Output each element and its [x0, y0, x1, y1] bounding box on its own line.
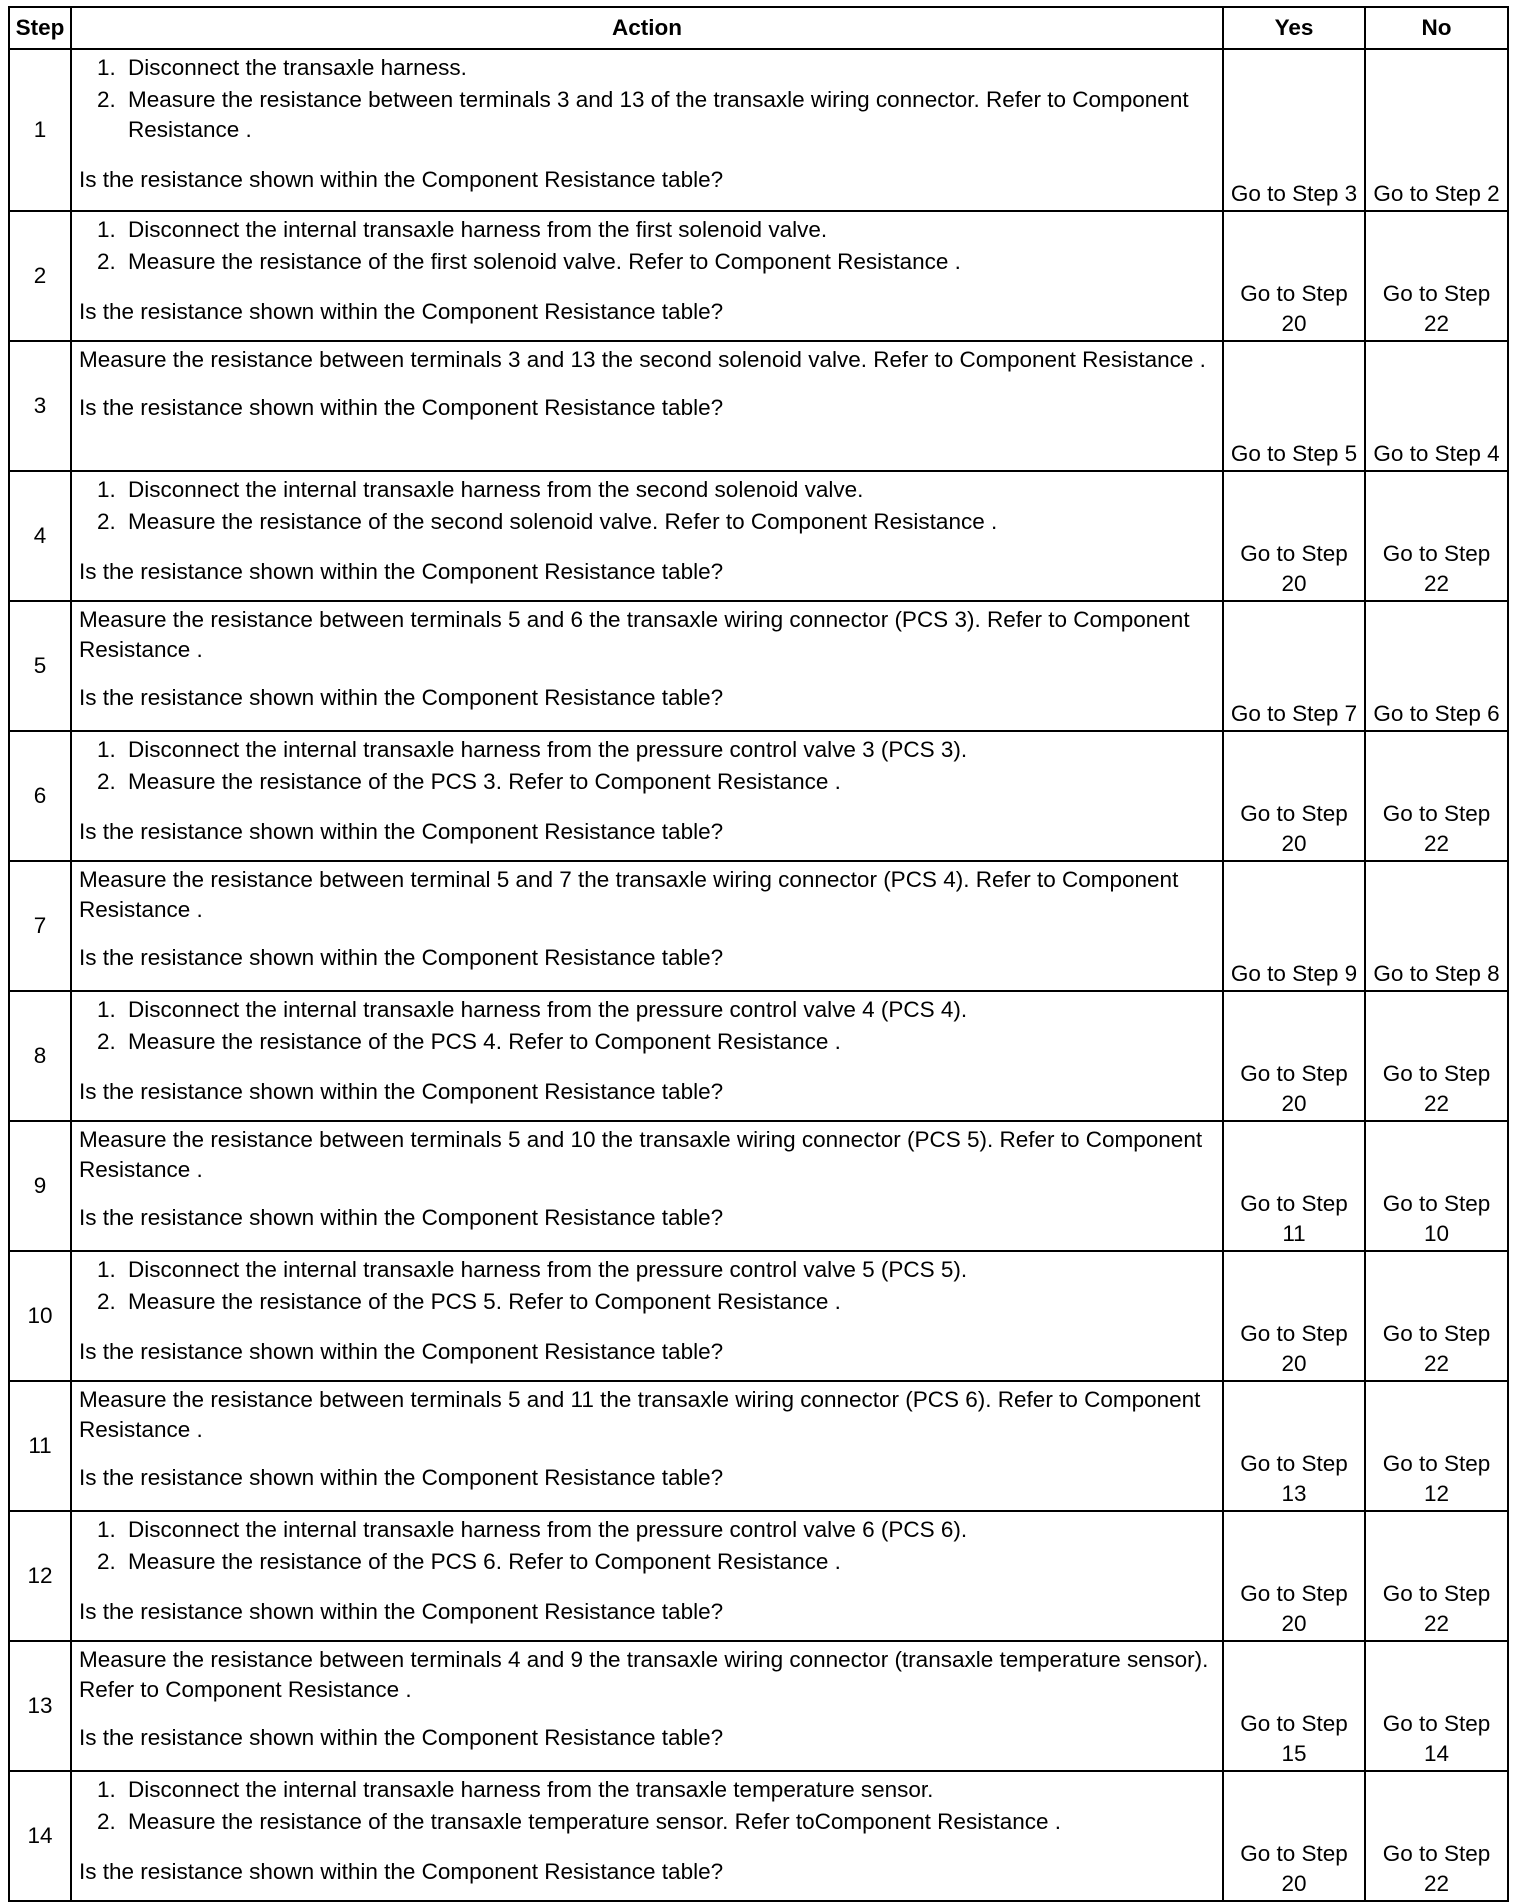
step-number: 14 — [9, 1771, 71, 1901]
step-number: 12 — [9, 1511, 71, 1641]
no-result: Go to Step 22 — [1365, 1251, 1508, 1381]
action-step-item: 1. Disconnect the internal transaxle harness from the pressure control valve 3 (PCS 3). — [122, 735, 1216, 765]
table-row — [9, 1381, 1508, 1511]
table-row — [9, 211, 1508, 341]
action-step-item: 1. Disconnect the internal transaxle harness from the first solenoid valve. — [122, 215, 1216, 245]
table-row — [9, 731, 1508, 861]
diagnostic-steps-body — [9, 49, 1508, 1901]
spacer — [79, 539, 1216, 557]
action-question: Is the resistance shown within the Component Resistance table? — [79, 1859, 724, 1884]
table-row — [9, 601, 1508, 731]
action-step-list — [79, 53, 1216, 145]
no-result: Go to Step 8 — [1365, 861, 1508, 991]
yes-result: Go to Step 20 — [1223, 211, 1365, 341]
action-question: Is the resistance shown within the Component Resistance table? — [79, 167, 724, 192]
step-number: 8 — [9, 991, 71, 1121]
table-row — [9, 1511, 1508, 1641]
action-step-item: 2. Measure the resistance between terminals 3 and 13 of the transaxle wiring connector. Refer to Component Resistance . — [122, 85, 1216, 145]
no-result: Go to Step 2 — [1365, 49, 1508, 211]
yes-result: Go to Step 5 — [1223, 341, 1365, 471]
spacer — [79, 665, 1216, 683]
action-step-item: 1. Disconnect the internal transaxle harness from the pressure control valve 5 (PCS 5). — [122, 1255, 1216, 1285]
step-number: 6 — [9, 731, 71, 861]
action-instruction: Measure the resistance between terminals 4 and 9 the transaxle wiring connector (transaxle temperature sensor). Refer to Component Resistance . — [79, 1647, 1209, 1702]
spacer — [79, 1185, 1216, 1203]
action-step-item: 1. Disconnect the internal transaxle harness from the second solenoid valve. — [122, 475, 1216, 505]
action-instruction: Measure the resistance between terminals 5 and 10 the transaxle wiring connector (PCS 5). Refer to Component Resistance . — [79, 1127, 1203, 1182]
yes-result: Go to Step 20 — [1223, 1251, 1365, 1381]
yes-result: Go to Step 20 — [1223, 1511, 1365, 1641]
yes-result: Go to Step 9 — [1223, 861, 1365, 991]
yes-result: Go to Step 20 — [1223, 471, 1365, 601]
spacer — [79, 1839, 1216, 1857]
action-question: Is the resistance shown within the Component Resistance table? — [79, 299, 724, 324]
action-question: Is the resistance shown within the Component Resistance table? — [79, 1599, 724, 1624]
action-cell — [71, 341, 1223, 471]
step-number: 3 — [9, 341, 71, 471]
yes-result: Go to Step 11 — [1223, 1121, 1365, 1251]
action-cell — [71, 49, 1223, 211]
action-step-item: 2. Measure the resistance of the first solenoid valve. Refer to Component Resistance . — [122, 247, 1216, 277]
action-step-list — [79, 735, 1216, 797]
spacer — [79, 925, 1216, 943]
no-result: Go to Step 4 — [1365, 341, 1508, 471]
no-result: Go to Step 22 — [1365, 1511, 1508, 1641]
no-result: Go to Step 22 — [1365, 471, 1508, 601]
action-cell — [71, 861, 1223, 991]
action-question: Is the resistance shown within the Component Resistance table? — [79, 1339, 724, 1364]
action-step-item: 2. Measure the resistance of the PCS 5. Refer to Component Resistance . — [122, 1287, 1216, 1317]
table-row — [9, 1641, 1508, 1771]
action-instruction: Measure the resistance between terminals 5 and 6 the transaxle wiring connector (PCS 3). Refer to Component Resistance . — [79, 607, 1190, 662]
action-step-list — [79, 1515, 1216, 1577]
spacer — [79, 375, 1216, 393]
spacer — [79, 1579, 1216, 1597]
action-step-list — [79, 475, 1216, 537]
yes-result: Go to Step 7 — [1223, 601, 1365, 731]
table-row — [9, 49, 1508, 211]
no-result: Go to Step 22 — [1365, 731, 1508, 861]
diagnostic-steps-table — [8, 6, 1509, 1902]
action-step-item: 2. Measure the resistance of the PCS 3. Refer to Component Resistance . — [122, 767, 1216, 797]
action-step-list — [79, 995, 1216, 1057]
table-row — [9, 471, 1508, 601]
action-instruction: Measure the resistance between terminal 5 and 7 the transaxle wiring connector (PCS 4). Refer to Component Resistance . — [79, 867, 1179, 922]
yes-result: Go to Step 20 — [1223, 731, 1365, 861]
yes-result: Go to Step 13 — [1223, 1381, 1365, 1511]
no-result: Go to Step 10 — [1365, 1121, 1508, 1251]
no-result: Go to Step 14 — [1365, 1641, 1508, 1771]
step-column-header: Step — [9, 7, 71, 49]
action-cell — [71, 1771, 1223, 1901]
table-row — [9, 991, 1508, 1121]
action-step-item: 1. Disconnect the internal transaxle harness from the pressure control valve 4 (PCS 4). — [122, 995, 1216, 1025]
action-cell — [71, 991, 1223, 1121]
spacer — [79, 1445, 1216, 1463]
no-result: Go to Step 22 — [1365, 1771, 1508, 1901]
step-number: 1 — [9, 49, 71, 211]
table-row — [9, 1771, 1508, 1901]
action-step-item: 2. Measure the resistance of the second solenoid valve. Refer to Component Resistance . — [122, 507, 1216, 537]
action-cell — [71, 1381, 1223, 1511]
action-question: Is the resistance shown within the Component Resistance table? — [79, 1205, 724, 1230]
spacer — [79, 279, 1216, 297]
step-number: 10 — [9, 1251, 71, 1381]
action-step-list — [79, 1255, 1216, 1317]
spacer — [79, 1319, 1216, 1337]
yes-result: Go to Step 15 — [1223, 1641, 1365, 1771]
step-number: 2 — [9, 211, 71, 341]
diagnostic-procedure-page — [8, 6, 1507, 1902]
step-number: 9 — [9, 1121, 71, 1251]
no-column-header: No — [1365, 7, 1508, 49]
spacer — [79, 1059, 1216, 1077]
action-cell — [71, 1121, 1223, 1251]
action-column-header: Action — [71, 7, 1223, 49]
action-cell — [71, 471, 1223, 601]
step-number: 11 — [9, 1381, 71, 1511]
action-question: Is the resistance shown within the Component Resistance table? — [79, 685, 724, 710]
action-cell — [71, 601, 1223, 731]
action-step-list — [79, 215, 1216, 277]
action-step-item: 2. Measure the resistance of the PCS 6. Refer to Component Resistance . — [122, 1547, 1216, 1577]
action-question: Is the resistance shown within the Component Resistance table? — [79, 559, 724, 584]
step-number: 4 — [9, 471, 71, 601]
no-result: Go to Step 12 — [1365, 1381, 1508, 1511]
table-row — [9, 341, 1508, 471]
table-header-row — [9, 7, 1508, 49]
action-step-item: 2. Measure the resistance of the transaxle temperature sensor. Refer toComponent Resistance . — [122, 1807, 1216, 1837]
action-step-item: 1. Disconnect the transaxle harness. — [122, 53, 1216, 83]
spacer — [79, 147, 1216, 165]
action-cell — [71, 1641, 1223, 1771]
table-row — [9, 861, 1508, 991]
action-question: Is the resistance shown within the Component Resistance table? — [79, 1079, 724, 1104]
action-step-item: 2. Measure the resistance of the PCS 4. Refer to Component Resistance . — [122, 1027, 1216, 1057]
action-instruction: Measure the resistance between terminals 5 and 11 the transaxle wiring connector (PCS 6). Refer to Component Resistance . — [79, 1387, 1201, 1442]
action-question: Is the resistance shown within the Component Resistance table? — [79, 395, 724, 420]
action-cell — [71, 731, 1223, 861]
action-cell — [71, 211, 1223, 341]
action-question: Is the resistance shown within the Component Resistance table? — [79, 819, 724, 844]
yes-result: Go to Step 20 — [1223, 1771, 1365, 1901]
yes-column-header: Yes — [1223, 7, 1365, 49]
no-result: Go to Step 22 — [1365, 991, 1508, 1121]
action-cell — [71, 1251, 1223, 1381]
action-question: Is the resistance shown within the Component Resistance table? — [79, 1725, 724, 1750]
step-number: 5 — [9, 601, 71, 731]
step-number: 13 — [9, 1641, 71, 1771]
action-step-list — [79, 1775, 1216, 1837]
step-number: 7 — [9, 861, 71, 991]
no-result: Go to Step 22 — [1365, 211, 1508, 341]
spacer — [79, 799, 1216, 817]
yes-result: Go to Step 3 — [1223, 49, 1365, 211]
no-result: Go to Step 6 — [1365, 601, 1508, 731]
yes-result: Go to Step 20 — [1223, 991, 1365, 1121]
action-step-item: 1. Disconnect the internal transaxle harness from the pressure control valve 6 (PCS 6). — [122, 1515, 1216, 1545]
action-cell — [71, 1511, 1223, 1641]
action-question: Is the resistance shown within the Component Resistance table? — [79, 945, 724, 970]
table-row — [9, 1251, 1508, 1381]
table-row — [9, 1121, 1508, 1251]
action-instruction: Measure the resistance between terminals 3 and 13 the second solenoid valve. Refer to Component Resistance . — [79, 347, 1206, 372]
action-step-item: 1. Disconnect the internal transaxle harness from the transaxle temperature sensor. — [122, 1775, 1216, 1805]
spacer — [79, 1705, 1216, 1723]
action-question: Is the resistance shown within the Component Resistance table? — [79, 1465, 724, 1490]
